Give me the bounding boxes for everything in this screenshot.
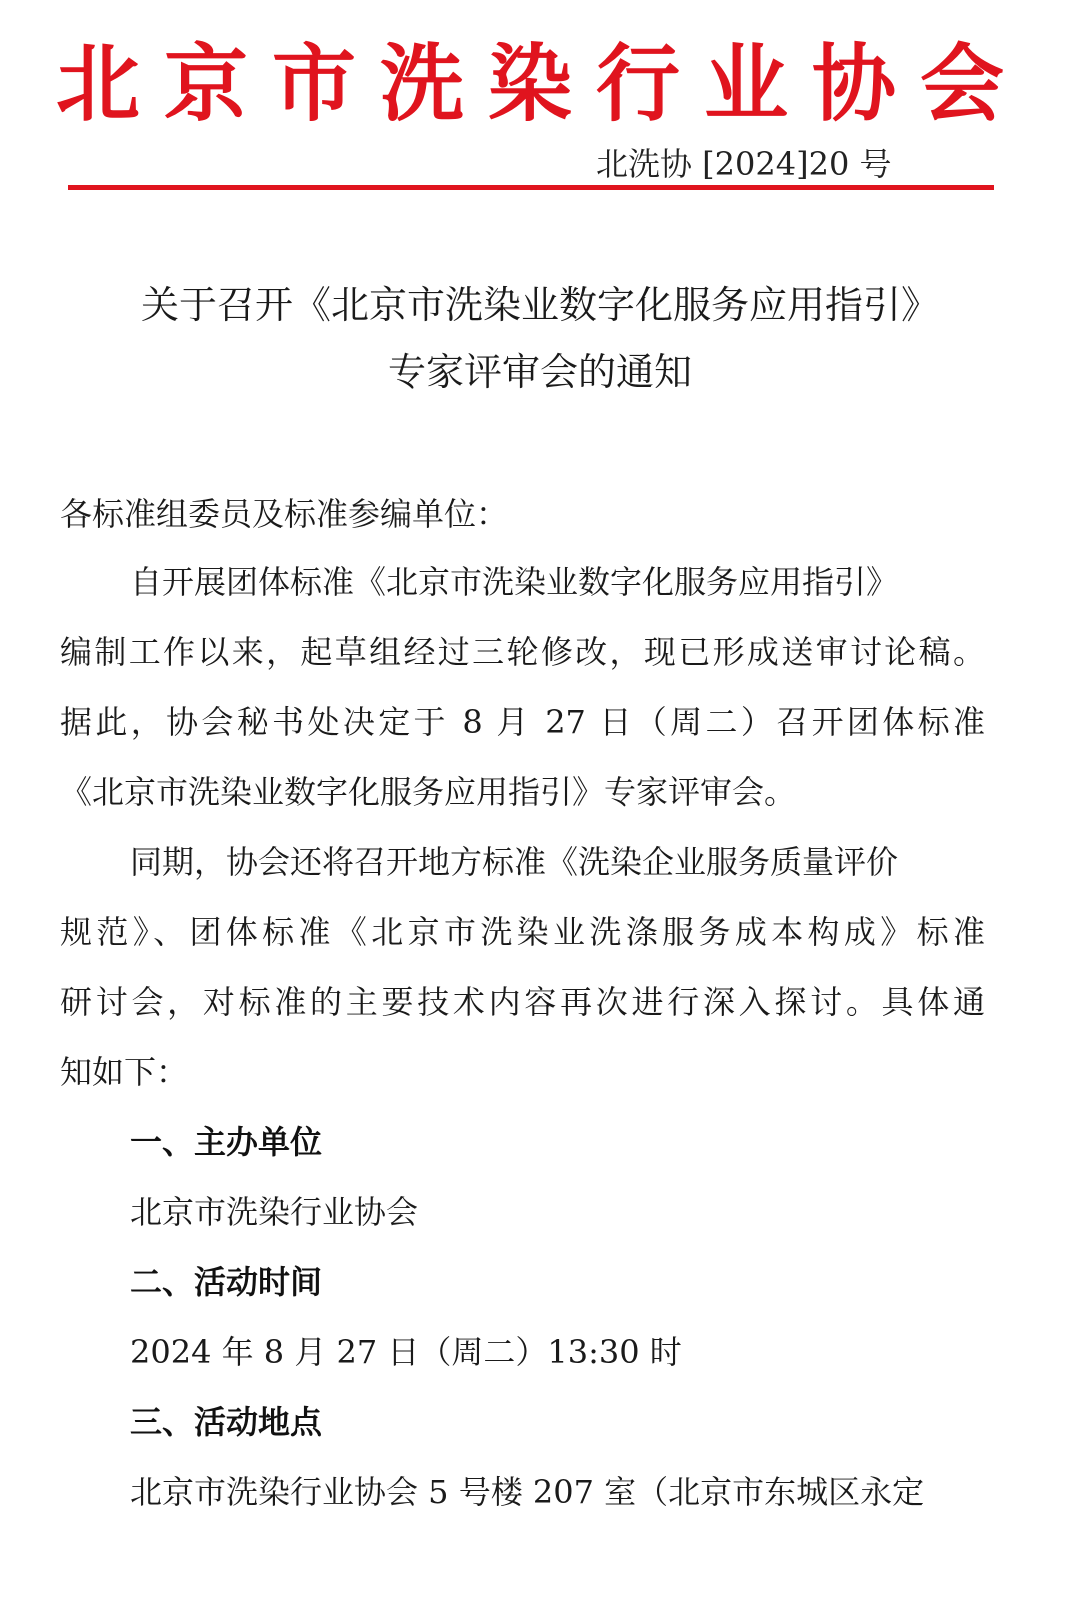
header-divider: [68, 185, 994, 190]
paragraph-2-line-2: 规范》、团体标准《北京市洗染业洗涤服务成本构成》标准: [60, 913, 985, 951]
document-title-line-2: 专家评审会的通知: [387, 350, 692, 394]
section-content-time: 2024 年 8 月 27 日（周二）13:30 时: [130, 1333, 682, 1371]
section-heading-location: 三、活动地点: [130, 1403, 323, 1441]
paragraph-2-line-3: 研讨会，对标准的主要技术内容再次进行深入探讨。具体通: [60, 983, 985, 1021]
paragraph-1-line-4: 《北京市洗染业数字化服务应用指引》专家评审会。: [60, 773, 797, 811]
paragraph-1-line-3: 据此，协会秘书处决定于 8 月 27 日（周二）召开团体标准: [60, 703, 985, 741]
document-title-line-1: 关于召开《北京市洗染业数字化服务应用指引》: [140, 283, 939, 327]
paragraph-2-line-1: 同期，协会还将召开地方标准《洗染企业服务质量评价: [130, 843, 899, 881]
paragraph-1-line-2: 编制工作以来，起草组经过三轮修改，现已形成送审讨论稿。: [60, 633, 985, 671]
section-heading-organizer: 一、主办单位: [130, 1123, 323, 1161]
section-content-location: 北京市洗染行业协会 5 号楼 207 室（北京市东城区永定: [130, 1473, 925, 1511]
salutation: 各标准组委员及标准参编单位：: [60, 495, 509, 533]
paragraph-2-line-4: 知如下：: [60, 1053, 189, 1091]
section-heading-time: 二、活动时间: [130, 1263, 323, 1301]
organization-header: 北京市洗染行业协会: [56, 35, 1029, 133]
section-content-organizer: 北京市洗染行业协会: [130, 1193, 419, 1231]
paragraph-1-line-1: 自开展团体标准《北京市洗染业数字化服务应用指引》: [130, 563, 899, 601]
document-number: 北洗协 [2024]20 号: [596, 145, 892, 183]
